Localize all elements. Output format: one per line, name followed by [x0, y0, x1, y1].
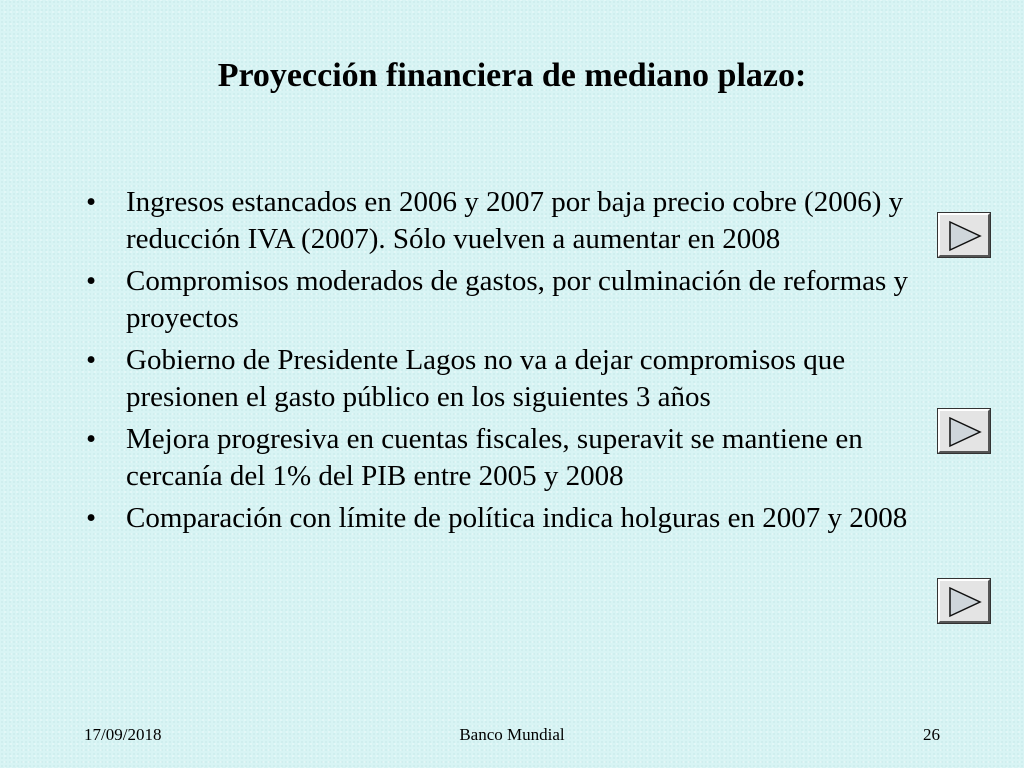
- play-link-button-2[interactable]: [938, 409, 990, 453]
- bullet-item: [84, 421, 924, 494]
- bullet-dot-icon: •: [86, 423, 97, 455]
- bullet-dot-icon: •: [86, 502, 97, 534]
- bullet-text: Compromisos moderados de gastos, por culminación de reformas y proyectos: [126, 265, 909, 334]
- bullet-item: [84, 263, 924, 336]
- slide-title: Proyección financiera de mediano plazo:: [217, 57, 807, 94]
- bullet-text: Gobierno de Presidente Lagos no va a dejar compromisos que presionen el gasto público en los siguientes 3 años: [126, 344, 846, 413]
- bullet-item: [84, 342, 924, 415]
- slide-number: 26: [923, 725, 940, 744]
- bullet-list: [84, 184, 924, 543]
- footer-date: 17/09/2018: [84, 725, 162, 744]
- bullet-text: Mejora progresiva en cuentas fiscales, superavit se mantiene en cercanía del 1% del PIB entre 2005 y 2008: [126, 423, 863, 492]
- bullet-dot-icon: •: [86, 186, 97, 218]
- footer-organization: Banco Mundial: [459, 725, 565, 744]
- play-link-button-1[interactable]: [938, 213, 990, 257]
- bullet-item: [84, 184, 924, 257]
- bullet-text: Ingresos estancados en 2006 y 2007 por baja precio cobre (2006) y reducción IVA (2007). Sólo vuelven a aumentar en 2008: [126, 186, 904, 255]
- bullet-item: [84, 500, 924, 537]
- play-arrow-icon: [946, 219, 984, 253]
- play-link-button-3[interactable]: [938, 579, 990, 623]
- bullet-text: Comparación con límite de política indica holguras en 2007 y 2008: [126, 502, 908, 534]
- play-arrow-icon: [946, 415, 984, 449]
- play-arrow-icon: [946, 585, 984, 619]
- bullet-dot-icon: •: [86, 265, 97, 297]
- bullet-dot-icon: •: [86, 344, 97, 376]
